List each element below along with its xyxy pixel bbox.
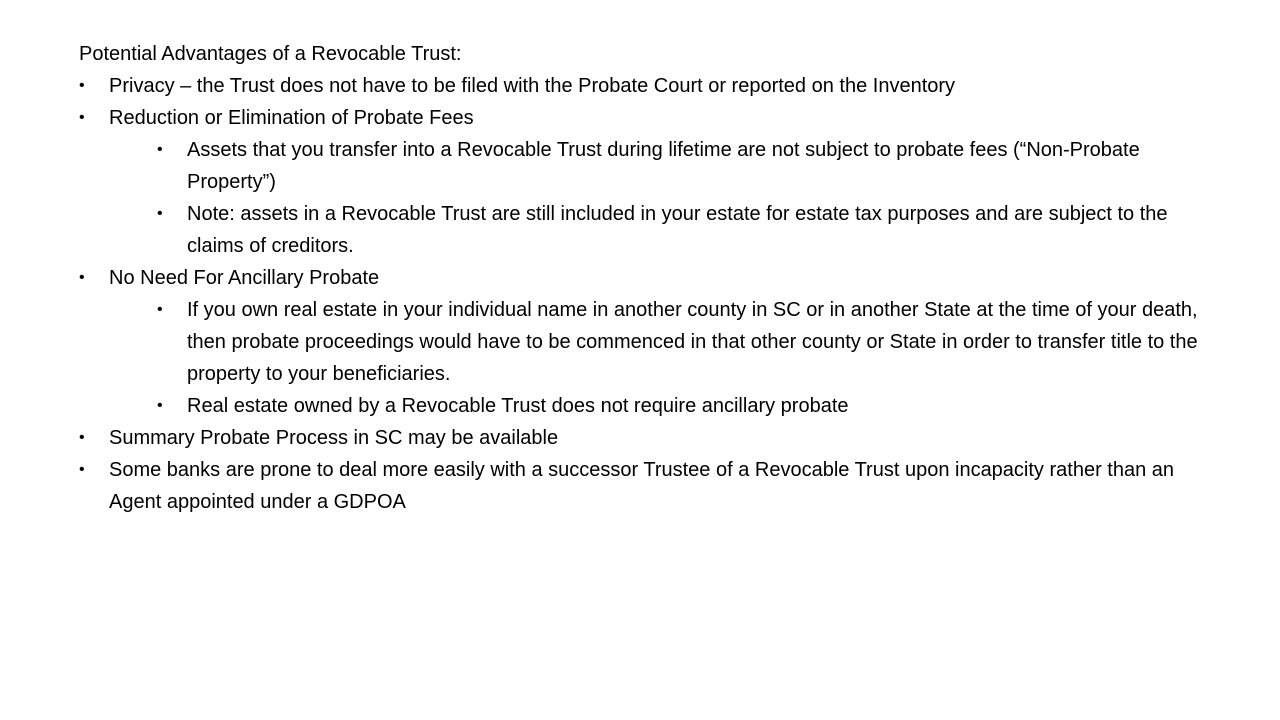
sub-list [109,294,1219,422]
bullet-icon: • [79,269,85,286]
slide-content [79,38,1219,518]
list-item [79,70,1219,102]
sub-list-item-text: If you own real estate in your individual name in another county in SC or in another State at the time of your death, then probate proceedings would have to be commenced in that other county or State in order to transfer title to the property to your beneficiaries. [187,299,1198,385]
bullet-icon: • [157,397,163,414]
slide-heading: Potential Advantages of a Revocable Trust: [79,43,462,65]
list-item-text: Privacy – the Trust does not have to be filed with the Probate Court or reported on the Inventory [109,75,956,97]
sub-list-item-text: Note: assets in a Revocable Trust are still included in your estate for estate tax purposes and are subject to the claims of creditors. [187,203,1168,257]
advantages-list [79,70,1219,518]
list-item [79,454,1219,518]
list-item [79,422,1219,454]
list-item [79,262,1219,422]
list-item-text: Reduction or Elimination of Probate Fees [109,107,474,129]
list-item [79,102,1219,262]
bullet-icon: • [79,109,85,126]
list-item-text: No Need For Ancillary Probate [109,267,380,289]
bullet-icon: • [157,205,163,222]
bullet-icon: • [157,301,163,318]
sub-list-item [109,134,1219,198]
sub-list-item-text: Real estate owned by a Revocable Trust does not require ancillary probate [187,395,849,417]
list-item-text: Some banks are prone to deal more easily with a successor Trustee of a Revocable Trust upon incapacity rather than an Agent appointed under a GDPOA [109,459,1175,513]
bullet-icon: • [79,429,85,446]
sub-list-item [109,390,1219,422]
bullet-icon: • [79,461,85,478]
sub-list-item [109,198,1219,262]
bullet-icon: • [157,141,163,158]
list-item-text: Summary Probate Process in SC may be available [109,427,559,449]
sub-list [109,134,1219,262]
sub-list-item-text: Assets that you transfer into a Revocable Trust during lifetime are not subject to probate fees (“Non-Probate Property”) [187,139,1140,193]
sub-list-item [109,294,1219,390]
bullet-icon: • [79,77,85,94]
